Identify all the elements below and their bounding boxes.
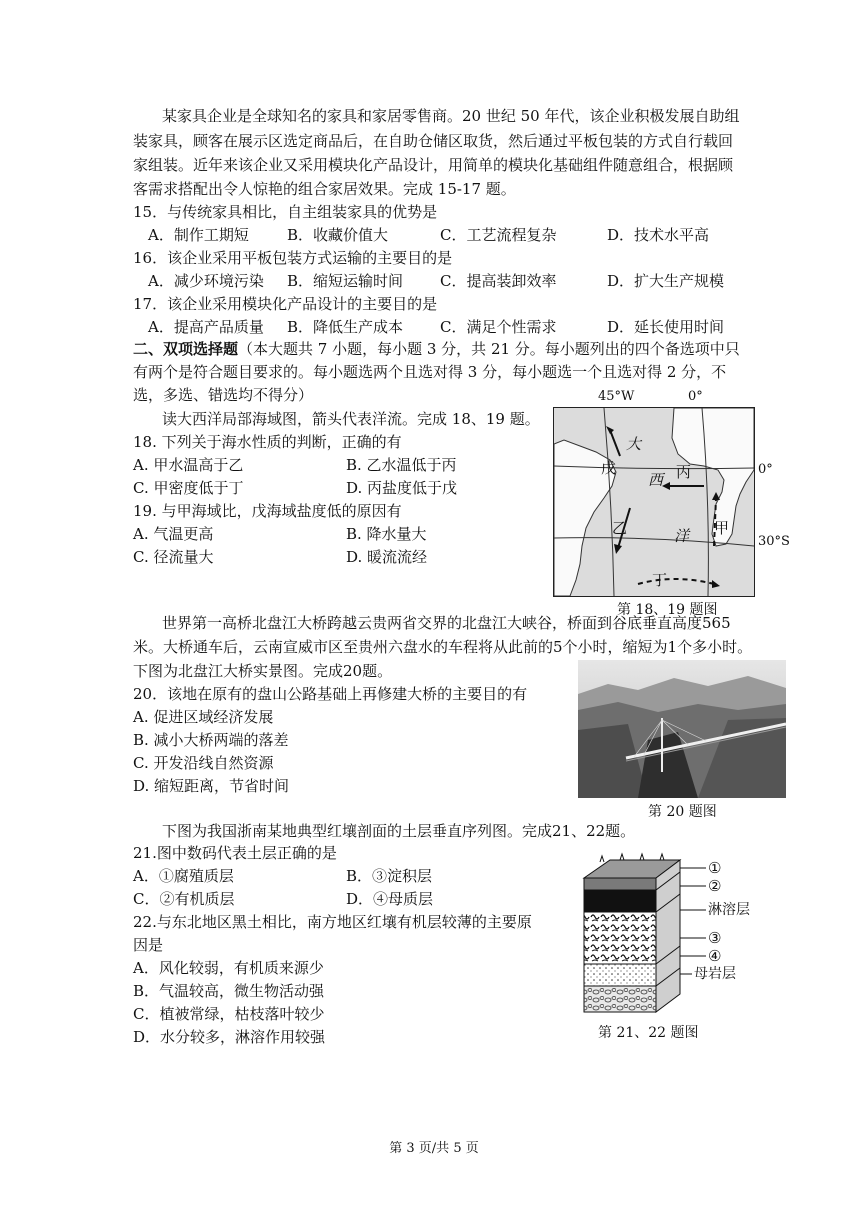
q19-option-d: D. 暖流流经 bbox=[346, 548, 428, 566]
q18-option-a: A. 甲水温高于乙 bbox=[133, 456, 244, 474]
bridge-photo-svg bbox=[578, 660, 786, 798]
soil-label-3: ③ bbox=[708, 929, 722, 947]
map-caption: 第 18、19 题图 bbox=[617, 602, 718, 618]
q15-option-c: C．工艺流程复杂 bbox=[440, 226, 557, 244]
q16-option-c: C．提高装卸效率 bbox=[440, 272, 557, 290]
q18-option-b: B. 乙水温低于丙 bbox=[346, 456, 457, 474]
map-label-xi: 西 bbox=[648, 471, 664, 489]
soil-label-4: ④ bbox=[708, 947, 722, 965]
soil-label-2: ② bbox=[708, 877, 722, 895]
q22-stem-line-1: 22.与东北地区黑土相比，南方地区红壤有机层较薄的主要原 bbox=[133, 913, 532, 931]
q20-option-a: A. 促进区域经济发展 bbox=[133, 708, 274, 726]
atlantic-map-svg bbox=[554, 408, 754, 596]
q17-option-a: A．提高产品质量 bbox=[148, 318, 264, 336]
soil-caption: 第 21、22 题图 bbox=[598, 1025, 699, 1041]
q22-option-c: C．植被常绿，枯枝落叶较少 bbox=[133, 1005, 325, 1023]
map-label-da: 大 bbox=[626, 435, 642, 453]
intro-line-1: 某家具企业是全球知名的家具和家居零售商。20 世纪 50 年代，该企业积极发展自助组 bbox=[162, 107, 740, 125]
intro3-line-2: 米。大桥通车后，云南宣威市区至贵州六盘水的车程将从此前的5个小时，缩短为1个多小时。 bbox=[133, 638, 753, 656]
intro-line-4: 客需求搭配出令人惊艳的组合家居效果。完成 15-17 题。 bbox=[133, 180, 516, 198]
q20-option-c: C. 开发沿线自然资源 bbox=[133, 754, 274, 772]
map-lat-top: 0° bbox=[758, 462, 773, 477]
section2-line-1 bbox=[133, 339, 740, 359]
q22-option-a: A．风化较弱，有机质来源少 bbox=[133, 959, 324, 977]
q19-option-b: B. 降水量大 bbox=[346, 525, 427, 543]
section2-title: 二、双项选择题 bbox=[133, 340, 239, 358]
soil-profile-svg bbox=[580, 852, 780, 1018]
intro3-line-3: 下图为北盘江大桥实景图。完成20题。 bbox=[133, 662, 393, 680]
q20-stem: 20．该地在原有的盘山公路基础上再修建大桥的主要目的有 bbox=[133, 685, 528, 703]
q15-stem: 15．与传统家具相比，自主组装家具的优势是 bbox=[133, 203, 438, 221]
q19-option-a: A. 气温更高 bbox=[133, 525, 214, 543]
photo-caption: 第 20 题图 bbox=[648, 804, 717, 820]
soil-profile-diagram bbox=[580, 852, 780, 1018]
map-label-ding: 丁 bbox=[652, 571, 668, 589]
bridge-photo bbox=[578, 660, 786, 798]
q16-option-d: D．扩大生产规模 bbox=[607, 272, 725, 290]
q20-option-b: B. 减小大桥两端的落差 bbox=[133, 731, 289, 749]
map-label-yang: 洋 bbox=[674, 527, 690, 545]
section2-line-3: 选，多选、错选均不得分） bbox=[133, 386, 314, 404]
intro2: 读大西洋局部海域图，箭头代表洋流。完成 18、19 题。 bbox=[162, 410, 540, 428]
q20-option-d: D. 缩短距离，节省时间 bbox=[133, 777, 290, 795]
map-label-yi: 乙 bbox=[612, 519, 628, 537]
map-label-wu: 戊 bbox=[601, 459, 617, 477]
q15-option-b: B．收藏价值大 bbox=[287, 226, 389, 244]
intro-line-3: 家组装。近年来该企业又采用模块化产品设计，用简单的模块化基础组件随意组合，根据顾 bbox=[133, 156, 734, 174]
soil-label-1: ① bbox=[708, 859, 722, 877]
q22-stem-line-2: 因是 bbox=[133, 936, 164, 954]
q21-stem: 21.图中数码代表土层正确的是 bbox=[133, 844, 337, 862]
q17-option-b: B．降低生产成本 bbox=[287, 318, 404, 336]
q17-option-c: C．满足个性需求 bbox=[440, 318, 557, 336]
atlantic-map bbox=[553, 407, 755, 597]
q15-option-d: D．技术水平高 bbox=[607, 226, 710, 244]
map-lon-left: 45°W bbox=[598, 389, 635, 404]
q16-option-b: B．缩短运输时间 bbox=[287, 272, 404, 290]
q19-stem: 19. 与甲海域比，戊海域盐度低的原因有 bbox=[133, 502, 402, 520]
map-lon-right: 0° bbox=[688, 389, 703, 404]
intro3-line-1: 世界第一高桥北盘江大桥跨越云贵两省交界的北盘江大峡谷，桥面到谷底垂直高度565 bbox=[162, 614, 731, 632]
map-label-jia: 甲 bbox=[714, 519, 730, 537]
q16-option-a: A．减少环境污染 bbox=[148, 272, 264, 290]
q21-option-a: A．①腐殖质层 bbox=[133, 867, 234, 885]
soil-label-bedrock: 母岩层 bbox=[694, 966, 736, 982]
q22-option-b: B．气温较高，微生物活动强 bbox=[133, 982, 325, 1000]
page-footer: 第 3 页/共 5 页 bbox=[389, 1141, 479, 1156]
q19-option-c: C. 径流量大 bbox=[133, 548, 214, 566]
q18-option-d: D. 丙盐度低于戊 bbox=[346, 479, 458, 497]
q18-stem: 18. 下列关于海水性质的判断，正确的有 bbox=[133, 433, 402, 451]
soil-label-leaching: 淋溶层 bbox=[708, 902, 750, 918]
intro-line-2: 装家具，顾客在展示区选定商品后，在自助仓储区取货，然后通过平板包装的方式自行载回 bbox=[133, 132, 734, 150]
q16-stem: 16．该企业采用平板包装方式运输的主要目的是 bbox=[133, 249, 453, 267]
section2-desc: （本大题共 7 小题，每小题 3 分，共 21 分。每小题列出的四个备选项中只 bbox=[238, 340, 740, 358]
section2-line-2: 有两个是符合题目要求的。每小题选两个且选对得 3 分，每小题选一个且选对得 2 分，不 bbox=[133, 363, 727, 381]
q22-option-d: D．水分较多，淋溶作用较强 bbox=[133, 1028, 326, 1046]
q21-option-c: C．②有机质层 bbox=[133, 890, 235, 908]
map-label-bing: 丙 bbox=[676, 463, 692, 481]
q21-option-b: B．③淀积层 bbox=[346, 867, 433, 885]
q17-stem: 17．该企业采用模块化产品设计的主要目的是 bbox=[133, 295, 438, 313]
map-lat-bottom: 30°S bbox=[758, 534, 790, 549]
q17-option-d: D．延长使用时间 bbox=[607, 318, 725, 336]
q18-option-c: C. 甲密度低于丁 bbox=[133, 479, 244, 497]
q21-option-d: D．④母质层 bbox=[346, 890, 434, 908]
q15-option-a: A．制作工期短 bbox=[148, 226, 249, 244]
intro4: 下图为我国浙南某地典型红壤剖面的土层垂直序列图。完成21、22题。 bbox=[162, 822, 636, 840]
